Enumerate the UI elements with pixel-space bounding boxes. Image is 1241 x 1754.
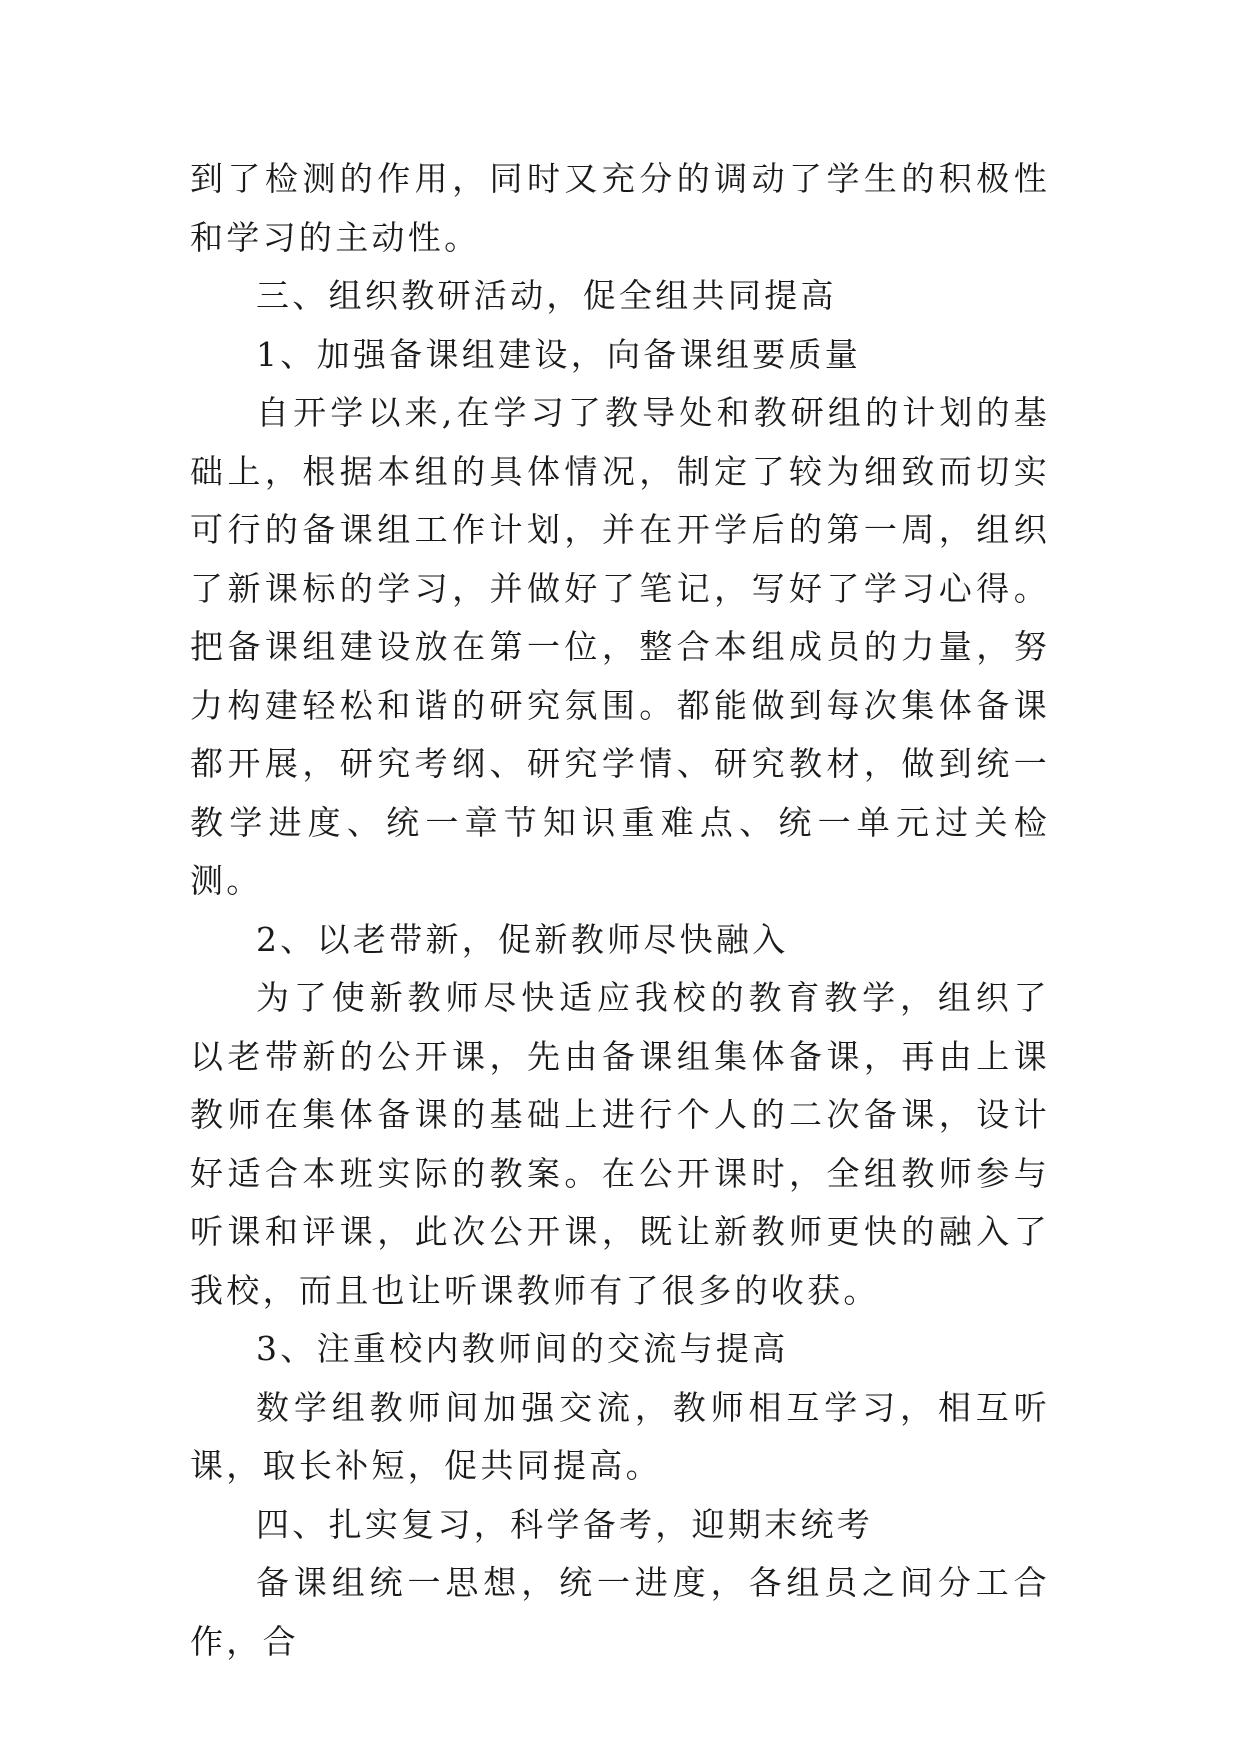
paragraph-continuation: 到了检测的作用，同时又充分的调动了学生的积极性和学习的主动性。 bbox=[190, 159, 1050, 257]
subheading-three: 3、注重校内教师间的交流与提高 bbox=[256, 1329, 789, 1368]
section-heading-four: 四、扎实复习，科学备考，迎期末统考 bbox=[256, 1504, 874, 1544]
document-body bbox=[190, 150, 1050, 1671]
subheading-one: 1、加强备课组建设，向备课组要质量 bbox=[256, 334, 862, 374]
paragraph-exchange: 数学组教师间加强交流，教师相互学习，相互听课，取长补短，促共同提高。 bbox=[190, 1387, 1050, 1485]
paragraph-lesson-group: 自开学以来,在学习了教导处和教研组的计划的基础上，根据本组的具体情况，制定了较为细致而切实可行的备课组工作计划，并在开学后的第一周，组织了新课标的学习，并做好了笔记，写好了学习心得。把备课组建设放在第一位，整合本组成员的力量，努力构建轻松和谐的研究氛围。都能做到每次集体备课都开展，研究考纲、研究学情、研究教材，做到统一教学进度、统一章节知识重难点、统一单元过关检测。 bbox=[190, 393, 1050, 900]
paragraph-review: 备课组统一思想，统一进度，各组员之间分工合作，合 bbox=[190, 1563, 1050, 1661]
paragraph-new-teachers: 为了使新教师尽快适应我校的教育教学，组织了以老带新的公开课，先由备课组集体备课，再由上课教师在集体备课的基础上进行个人的二次备课，设计好适合本班实际的教案。在公开课时，全组教师参与听课和评课，此次公开课，既让新教师更快的融入了我校，而且也让听课教师有了很多的收获。 bbox=[190, 978, 1050, 1310]
section-heading-three: 三、组织教研活动，促全组共同提高 bbox=[256, 276, 837, 315]
subheading-two: 2、以老带新，促新教师尽快融入 bbox=[256, 919, 789, 959]
